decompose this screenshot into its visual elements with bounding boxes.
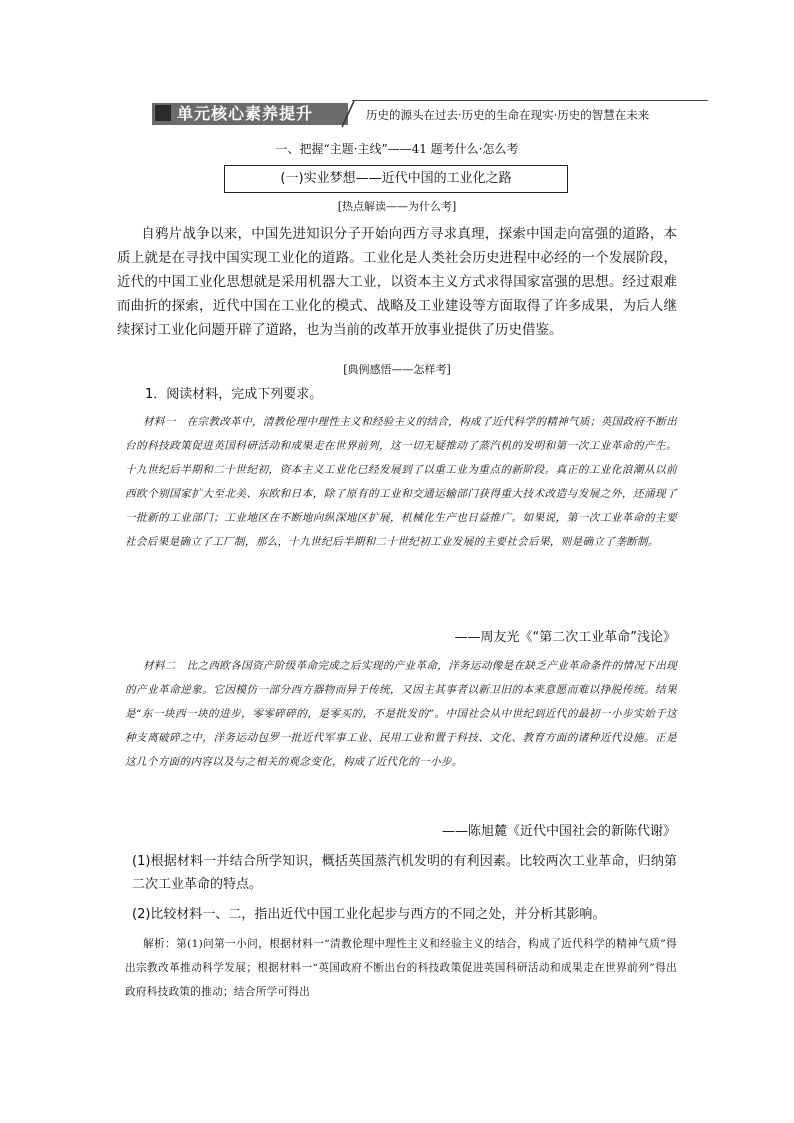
hot-topic-tag: [热点解读——为什么考] bbox=[337, 200, 457, 213]
unit-title: 单元核心素养提升 bbox=[177, 104, 314, 123]
topic-box-title: (一)实业梦想——近代中国的工业化之路 bbox=[224, 165, 568, 193]
hot-topic-paragraph: 自鸦片战争以来，中国先进知识分子开始向西方寻求真理，探索中国走向富强的道路，本质上就是在寻找中国实现工业化的道路。工业化是人类社会历史进程中必经的一个发展阶段，近代的中国工业化思想就是采用机器大工业，以资本主义方式求得国家富强的思想。经过艰难而曲折的探索，近代中国在工业化的模式、战略及工业建设等方面取得了许多成果，为后人继续探讨工业化问题开辟了道路，也为当前的改革开放事业提供了历史借鉴。 bbox=[117, 226, 677, 338]
title-square-icon bbox=[155, 105, 171, 121]
header-motto: 历史的源头在过去·历史的生命在现实·历史的智慧在未来 bbox=[366, 108, 650, 122]
requirement-two: (2)比较材料一、二，指出近代中国工业化起步与西方的不同之处，并分析其影响。 bbox=[132, 907, 606, 922]
material-one-text: 材料一 在宗教改革中，清教伦理中理性主义和经验主义的结合，构成了近代科学的精神气质；英国政府不断出台的科技政策促进英国科研活动和成果走在世界前列，这一切无疑推动了蒸汽机的发明和第一次工业革命的产生。十九世纪后半期和二十世纪初，资本主义工业化已经发展到了以重工业为重点的新阶段。真正的工业化浪潮从以前西欧个别国家扩大至北美、东欧和日本，除了原有的工业和交通运输部门获得重大技术改造与发展之外，还涌现了一批新的工业部门；工业地区在不断地向纵深地区扩展，机械化生产也日益推广。如果说，第一次工业革命的主要社会后果是确立了工厂制，那么，十九世纪后半期和二十世纪初工业发展的主要社会后果，则是确立了垄断制。 bbox=[125, 416, 677, 548]
requirement-one: (1)根据材料一并结合所学知识，概括英国蒸汽机发明的有利因素。比较两次工业革命，归纳第二次工业革命的特点。 bbox=[132, 854, 677, 892]
material-two-source: ——陈旭麓《近代中国社会的新陈代谢》 bbox=[441, 824, 676, 839]
header-rule bbox=[352, 100, 708, 101]
analysis-text: 解析：第(1)问第一小问，根据材料一“清教伦理中理性主义和经验主义的结合，构成了近代科学的精神气质”得出宗教改革推动科学发展；根据材料一“英国政府不断出台的科技政策促进英国科研活动和成果走在世界前列”得出政府科技政策的推动；结合所学可得出 bbox=[125, 938, 677, 998]
case-example-tag: [典例感悟——怎样考] bbox=[343, 363, 451, 376]
question-intro: 1．阅读材料，完成下列要求。 bbox=[145, 387, 323, 402]
material-one-source: ——周友光《“第二次工业革命”浅论》 bbox=[454, 630, 676, 645]
section-heading: 一、把握“主题·主线”——41 题考什么·怎么考 bbox=[275, 142, 519, 156]
slash-divider-icon bbox=[340, 100, 356, 128]
material-two-text: 材料二 比之西欧各国资产阶级革命完成之后实现的产业革命，洋务运动像是在缺乏产业革命条件的情况下出现的产业革命逆象。它因模仿一部分西方器物而异于传统，又因主其事者以新卫旧的本来意愿而难以挣脱传统。结果是“东一块西一块的进步，零零碎碎的，是零买的，不是批发的”。中国社会从中世纪到近代的最初一小步实始于这种支离破碎之中，洋务运动包罗一批近代军事工业、民用工业和置于科技、文化、教育方面的诸种近代设施。正是这几个方面的内容以及与之相关的观念变化，构成了近代化的一小步。 bbox=[125, 660, 677, 768]
